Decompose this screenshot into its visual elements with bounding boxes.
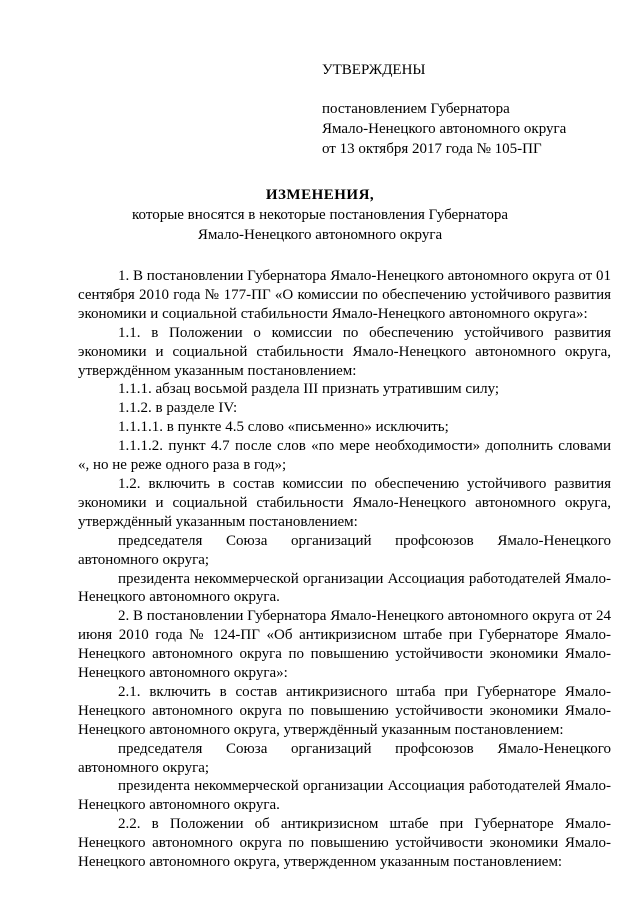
paragraph: 1.1.2. в разделе IV: — [118, 400, 238, 417]
paragraph: 1.1.1.2. пункт 4.7 после слов «по мере необходимости» дополнить словами «, но не реже одного раза в год»; — [78, 438, 611, 474]
paragraph: 1.1. в Положении о комиссии по обеспечению устойчивого развития экономики и социальной стабильности Ямало-Ненецкого автономного округа, утверждённом указанным постановлением: — [78, 324, 611, 379]
paragraph: президента некоммерческой организации Ассоциация работодателей Ямало-Ненецкого автономного округа. — [78, 570, 611, 606]
paragraph: 2.2. в Положении об антикризисном штабе при Губернаторе Ямало-Ненецкого автономного округа по повышению устойчивости экономики Ямало-Ненецкого автономного округа, утвержденном указанным постановлением: — [78, 816, 611, 871]
paragraph: 2. В постановлении Губернатора Ямало-Ненецкого автономного округа от 24 июня 2010 года № 124-ПГ «Об антикризисном штабе при Губернаторе Ямало-Ненецкого автономного округа по повышению устойчивости экономики Ямало-Ненецкого автономного округа»: — [78, 608, 611, 682]
paragraph: 2.1. включить в состав антикризисного штаба при Губернаторе Ямало-Ненецкого автономного округа по повышению устойчивости экономики Ямало-Ненецкого автономного округа, утверждённый указанным постановлением: — [78, 683, 611, 738]
document-body — [78, 267, 611, 872]
approval-block — [322, 60, 566, 159]
approval-line: постановлением Губернатора — [322, 101, 510, 117]
paragraph: 1.1.1.1. в пункте 4.5 слово «письменно» исключить; — [118, 419, 449, 436]
paragraph: председателя Союза организаций профсоюзов Ямало-Ненецкого автономного округа; — [78, 532, 611, 568]
approval-heading: УТВЕРЖДЕНЫ — [322, 62, 426, 78]
document-title: ИЗМЕНЕНИЯ, — [265, 187, 375, 203]
approval-line: от 13 октября 2017 года № 105-ПГ — [322, 141, 542, 157]
paragraph: 1.1.1. абзац восьмой раздела III признать утратившим силу; — [118, 381, 500, 398]
paragraph: президента некоммерческой организации Ассоциация работодателей Ямало-Ненецкого автономного округа. — [78, 778, 611, 814]
paragraph: 1.2. включить в состав комиссии по обеспечению устойчивого развития экономики и социальной стабильности Ямало-Ненецкого автономного округа, утверждённый указанным постановлением: — [78, 475, 611, 530]
document-title-block — [0, 185, 640, 245]
document-subtitle-line: которые вносятся в некоторые постановления Губернатора — [132, 207, 508, 223]
approval-line: Ямало-Ненецкого автономного округа — [322, 121, 567, 137]
paragraph: 1. В постановлении Губернатора Ямало-Ненецкого автономного округа от 01 сентября 2010 года № 177-ПГ «О комиссии по обеспечению устойчивого развития экономики и социальной стабильности Ямало-Ненецкого автономного округа»: — [78, 268, 611, 322]
paragraph: председателя Союза организаций профсоюзов Ямало-Ненецкого автономного округа; — [78, 740, 611, 776]
document-subtitle-line: Ямало-Ненецкого автономного округа — [197, 227, 443, 243]
